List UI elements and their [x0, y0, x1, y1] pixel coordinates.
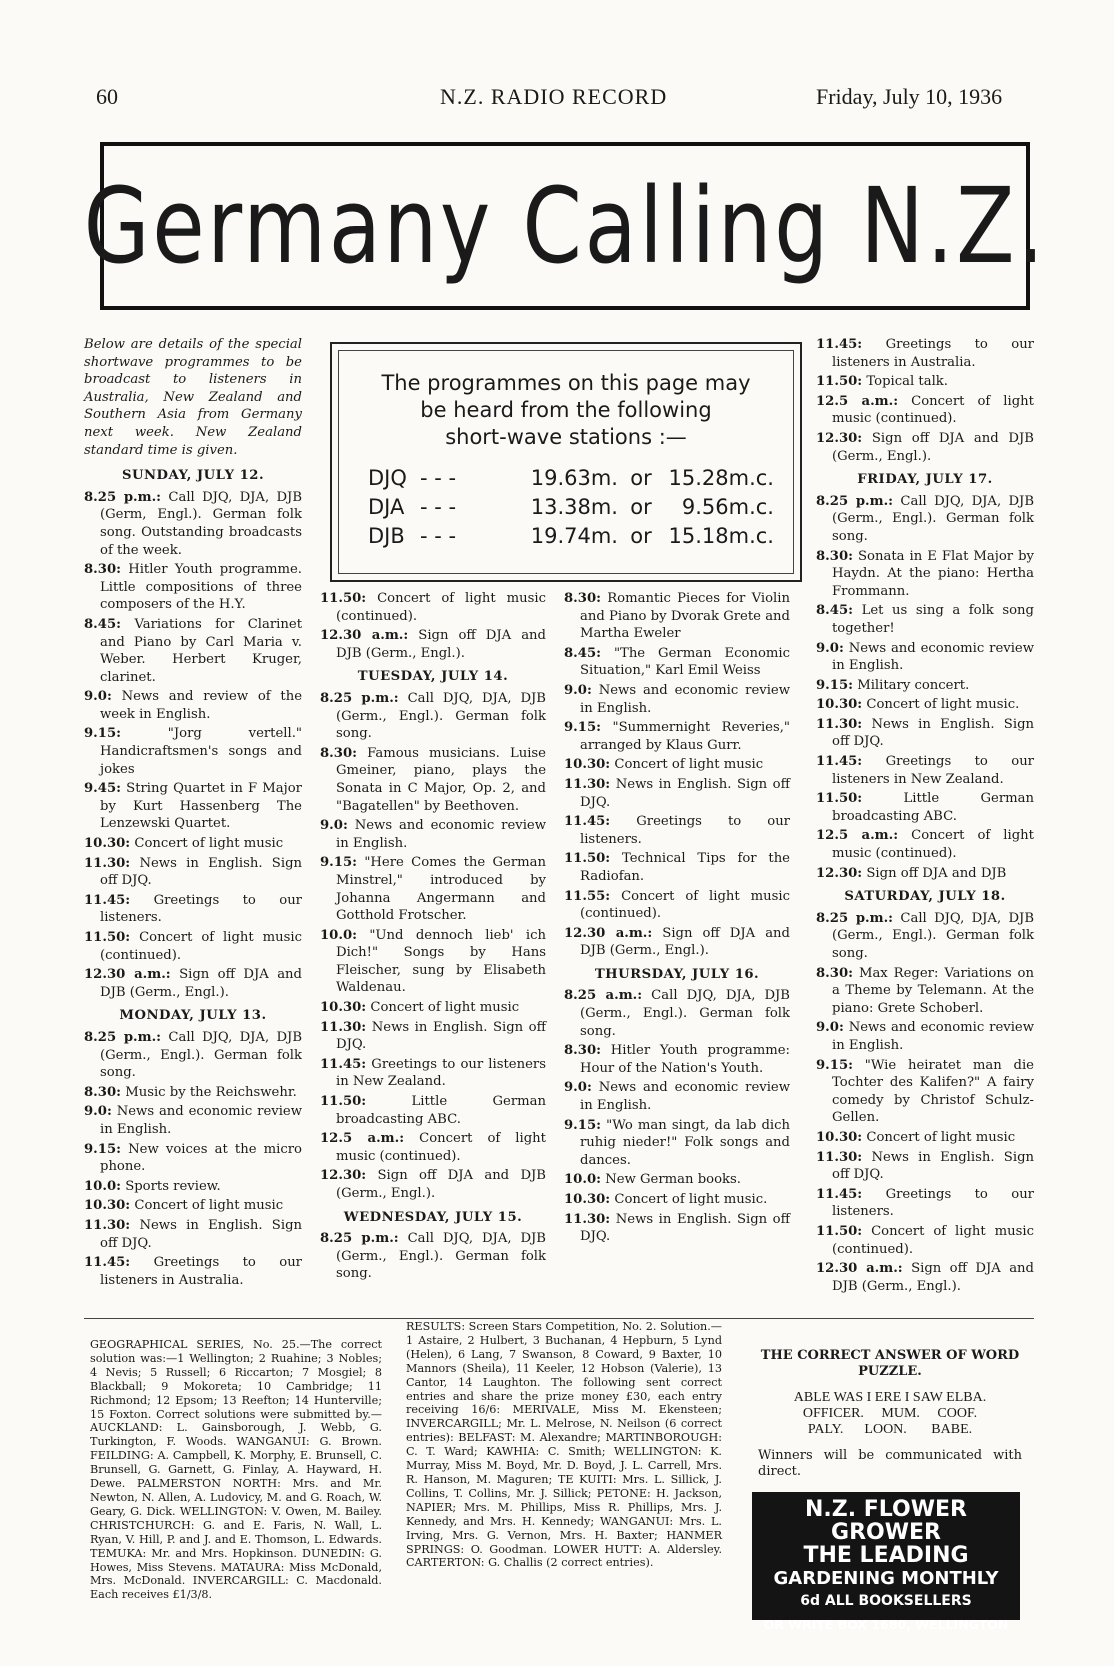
programme-description: String Quartet in F Major by Kurt Hassenberg The Lenzewski Quartet.: [100, 781, 302, 832]
page-title: Germany Calling N.Z.: [83, 165, 1047, 287]
programme-description: Greetings to our listeners in Australia.: [832, 337, 1034, 370]
station-row: [368, 495, 776, 524]
programme-entry: [320, 590, 546, 625]
day-heading: TUESDAY, JULY 14.: [357, 669, 509, 685]
programme-time: 11.30:: [564, 1211, 611, 1227]
programme-entry: [84, 561, 302, 614]
programme-time: 10.0:: [320, 927, 357, 943]
screen-stars-results-text: RESULTS: Screen Stars Competition, No. 2. Solution.—1 Astaire, 2 Hulbert, 3 Buchanan, 4 Hepburn, 5 Lynd (Helen), 6 Lang, 7 Swanson, 8 Coward, 9 Baxter, 10 Mannors (Sheila), 11 Keeler, 12 Hobson (Valerie), 13 Cantor, 14 Laughton. The following sent correct entries and share the prize money £30, each entry receiving 16/6: MERIVALE, Miss M. Ekensteen; INVERCARGILL; Mr. L. Melrose, N. Neilson (6 correct entries): BELFAST: M. Alexandre; MARTINBOROUGH: C. T. Ward; KAWHIA: C. Smith; WELLINGTON: K. Murray, Miss M. Boyd, Mr. D. Boyd, J. L. Carrell, Mrs. R. Hanson, M. Maguren; TE KUITI: Mrs. L. Sillick, J. Collins, T. Collins, Mr. J. Sillick; PETONE: H. Jackson, NAPIER; Mrs. M. Phillips, Miss R. Phillips, Mrs. J. Kennedy, and Mrs. H. Kennedy; WANGANUI: Mrs. L. Irving, Mrs. G. Vernon, Mrs. H. Baxter; HANMER SPRINGS: O. Goodman. LOWER HUTT: A. Aldersley. CARTERTON: G. Challis (2 correct entries).: [406, 1320, 722, 1570]
programme-time: 9.15:: [320, 855, 357, 871]
programme-time: 8.30:: [816, 965, 853, 981]
programme-description: News and review of the week in English.: [100, 689, 302, 722]
programme-description: Little German broadcasting ABC.: [336, 1094, 546, 1127]
station-row: [368, 524, 776, 553]
programme-entry: [564, 925, 790, 960]
programme-time: 9.0:: [816, 1020, 844, 1036]
programme-description: News in English. Sign off DJQ.: [580, 1211, 790, 1245]
programme-entry: [84, 892, 302, 927]
programme-entry: [84, 1029, 302, 1082]
programme-entry: [816, 373, 1034, 391]
programme-entry: [84, 688, 302, 723]
programme-description: Greetings to our listeners.: [100, 892, 302, 926]
programme-time: 11.45:: [84, 892, 131, 908]
stations-intro-line: be heard from the following: [420, 398, 712, 422]
station-or: or: [630, 466, 652, 490]
programme-entry: [564, 1191, 790, 1209]
programme-time: 11.45:: [816, 337, 863, 352]
programme-entry: [816, 602, 1034, 637]
programme-time: 12.30 a.m.:: [816, 1261, 903, 1277]
programme-entry: [816, 677, 1034, 695]
programme-description: News in English. Sign off DJQ.: [336, 1019, 546, 1053]
programme-time: 9.15:: [84, 726, 121, 742]
station-dashes: - - -: [420, 524, 457, 548]
programme-time: 12.5 a.m.:: [816, 393, 899, 409]
programme-time: 8.25 p.m.:: [816, 910, 894, 926]
programme-time: 8.30:: [320, 745, 357, 761]
programme-time: 11.50:: [816, 374, 863, 390]
programme-time: 11.50:: [320, 1094, 367, 1110]
programme-entry: [816, 910, 1034, 963]
programme-description: Sign off DJA and DJB (Germ., Engl.).: [336, 628, 546, 661]
programme-time: 11.45:: [816, 1186, 863, 1202]
programme-entry: [816, 548, 1034, 601]
programme-description: News and economic review in English.: [832, 640, 1035, 674]
programme-time: 9.15:: [816, 1057, 853, 1073]
programme-time: 12.30:: [320, 1168, 367, 1184]
programme-description: Greetings to our listeners.: [832, 1186, 1034, 1220]
programme-entry: [320, 1230, 546, 1283]
programme-description: Concert of light music (continued).: [832, 828, 1034, 862]
programme-description: Concert of light music: [370, 1000, 520, 1016]
advert-line: THE LEADING: [803, 1543, 969, 1568]
station-wavelength: 13.38m.: [530, 495, 618, 519]
programme-description: News and economic review in English.: [100, 1104, 303, 1137]
programme-description: Sonata in E Flat Major by Haydn. At the piano: Hertha Frommann.: [832, 548, 1034, 599]
programme-entry: [320, 999, 546, 1017]
programme-entry: [320, 1130, 546, 1165]
programme-description: Sign off DJA and DJB: [866, 865, 1007, 881]
programme-time: 12.30:: [816, 430, 863, 446]
programme-entry: [320, 690, 546, 743]
programme-description: News and economic review in English.: [580, 682, 791, 716]
programme-time: 11.30:: [84, 855, 131, 871]
programme-entry: [816, 1129, 1034, 1147]
programme-time: 10.30:: [564, 1192, 611, 1207]
schedule-list: [816, 336, 1034, 1295]
programme-entry: [84, 1084, 302, 1102]
programme-time: 12.30:: [816, 865, 863, 881]
programme-description: Concert of light music (continued).: [100, 930, 302, 963]
programme-time: 11.30:: [84, 1217, 131, 1233]
programme-entry: [816, 1057, 1034, 1127]
station-call: DJQ: [368, 466, 407, 490]
programme-entry: [84, 1217, 302, 1252]
programme-description: Call DJQ, DJA, DJB (Germ., Engl.). German folk song.: [336, 1231, 546, 1282]
programme-entry: [564, 888, 790, 923]
programme-description: News and economic review in English.: [336, 818, 547, 851]
station-frequency: 15.28m.c.: [668, 466, 774, 490]
flower-grower-advert: [752, 1492, 1020, 1632]
programme-entry: [816, 430, 1034, 465]
programme-entry: [816, 1186, 1034, 1221]
station-call: DJB: [368, 524, 405, 548]
programme-time: 10.0:: [84, 1178, 121, 1194]
programme-description: Variations for Clarinet and Piano by Carl Maria v. Weber. Herbert Kruger, clarinet.: [100, 616, 302, 685]
column-4: [816, 336, 1034, 1297]
programme-time: 11.50:: [84, 930, 131, 945]
programme-description: Sports review.: [125, 1178, 221, 1194]
programme-entry: [816, 1149, 1034, 1184]
programme-time: 8.25 p.m.:: [84, 489, 162, 505]
programme-time: 10.30:: [84, 1198, 131, 1214]
programme-entry: [84, 1197, 302, 1215]
programme-entry: [84, 780, 302, 833]
day-heading: THURSDAY, JULY 16.: [594, 966, 760, 982]
programme-description: Concert of light music.: [614, 1192, 768, 1207]
programme-time: 9.45:: [84, 781, 121, 797]
programme-description: "Wo man singt, da lab dich ruhig nieder!" Folk songs and dances.: [580, 1117, 790, 1168]
programme-entry: [320, 1019, 546, 1054]
programme-time: 10.30:: [564, 757, 611, 773]
programme-description: Greetings to our listeners in Australia.: [100, 1255, 302, 1288]
programme-description: Call DJQ, DJA, DJB (Germ., Engl.). German folk song.: [832, 493, 1035, 544]
advert-line: GARDENING MONTHLY: [773, 1568, 999, 1589]
programme-entry: [816, 965, 1034, 1018]
programme-description: New German books.: [605, 1172, 741, 1188]
programme-time: 11.55:: [564, 888, 611, 904]
programme-description: Call DJQ, DJA, DJB (Germ., Engl.). German folk song.: [832, 910, 1035, 961]
page-header: [0, 84, 1114, 114]
stations-intro-line: The programmes on this page may: [381, 371, 751, 395]
programme-entry: [816, 1260, 1034, 1295]
programme-time: 8.30:: [564, 591, 601, 606]
station-dashes: - - -: [420, 495, 457, 519]
programme-description: Concert of light music: [134, 836, 284, 852]
word-puzzle-answer: [758, 1348, 1022, 1480]
programme-time: 11.45:: [320, 1056, 367, 1072]
programme-time: 12.5 a.m.:: [816, 828, 899, 844]
title-banner: [83, 142, 1047, 310]
programme-description: Sign off DJA and DJB (Germ., Engl.).: [336, 1168, 546, 1201]
programme-entry: [84, 489, 302, 559]
station-or: or: [630, 524, 652, 548]
programme-entry: [320, 745, 546, 815]
programme-entry: [564, 987, 790, 1040]
programme-time: 8.30:: [84, 1084, 121, 1100]
programme-description: Concert of light music: [614, 757, 764, 773]
programme-description: Little German broadcasting ABC.: [832, 791, 1034, 824]
programme-description: Military concert.: [857, 677, 970, 693]
programme-time: 9.0:: [84, 689, 112, 705]
column-2: [320, 590, 546, 1285]
schedule-list: [84, 467, 302, 1289]
programme-time: 11.30:: [816, 716, 863, 732]
programme-time: 8.25 p.m.:: [816, 493, 894, 509]
programme-entry: [84, 929, 302, 964]
day-heading: WEDNESDAY, JULY 15.: [343, 1209, 523, 1225]
programme-description: Concert of light music (continued).: [832, 393, 1034, 427]
geographical-results-text: GEOGRAPHICAL SERIES, No. 25.—The correct solution was:—1 Wellington; 2 Ruahine; 3 Nobles; 4 Nevis; 5 Russell; 6 Riccarton; 7 Mosgiel; 8 Blackball; 9 Mokoreta; 10 Cambridge; 11 Richmond; 12 Epsom; 13 Reefton; 14 Hunterville; 15 Foxton. Correct solutions were submitted by.—AUCKLAND: L. Gainsborough, J. Webb, G. Turkington, F. Woods. WANGANUI: G. Brown. FEILDING: A. Campbell, K. Morphy, E. Brunsell, C. Brunsell, G. Garnett, G. Finlay, A. Hayward, H. Dewe. PALMERSTON NORTH: Mrs. and Mr. Newton, N. Allen, A. Ludovicy, M. and G. Roach, W. Geary, G. Dick. WELLINGTON: V. Owen, M. Bailey. CHRISTCHURCH: G. and E. Faris, N. Wall, L. Ryan, V. Hill, P. and J. and E. Thomson, L. Edwards. TEMUKA: Mr. and Mrs. Hopkinson. DUNEDIN: G. Howes, Miss Stevens. MATAURA: Miss McDonald, Mrs. McDonald. INVERCARGILL: C. Macdonald. Each receives £1/3/8.: [90, 1338, 382, 1602]
word-puzzle-line: ABLE WAS I ERE I SAW ELBA.: [793, 1390, 987, 1405]
programme-description: Greetings to our listeners in New Zealand.: [832, 754, 1034, 787]
programme-entry: [564, 682, 790, 717]
programme-description: "Und dennoch lieb' ich Dich!" Songs by Hans Fleischer, sung by Elisabeth Waldenau.: [336, 927, 546, 996]
programme-entry: [816, 1019, 1034, 1054]
intro-text: Below are details of the special shortwave programmes to be broadcast to listeners in Australia, New Zealand and Southern Asia from Germany next week. New Zealand standard time is given.: [84, 337, 302, 458]
programme-time: 10.30:: [320, 1000, 367, 1016]
advert-line: N.Z. FLOWER GROWER: [805, 1497, 967, 1545]
programme-time: 11.45:: [84, 1255, 131, 1271]
programme-description: "Summernight Reveries," arranged by Klaus Gurr.: [580, 720, 790, 753]
schedule-list: [564, 590, 790, 1246]
programme-entry: [320, 1167, 546, 1202]
programme-entry: [816, 865, 1034, 883]
programme-description: Technical Tips for the Radiofan.: [580, 851, 790, 884]
programme-entry: [564, 719, 790, 754]
programme-entry: [84, 725, 302, 778]
station-call: DJA: [368, 495, 405, 519]
day-heading: SUNDAY, JULY 12.: [121, 468, 265, 484]
programme-time: 9.0:: [84, 1104, 112, 1120]
programme-description: Sign off DJA and DJB (Germ., Engl.).: [580, 925, 790, 959]
programme-description: Concert of light music: [134, 1198, 284, 1214]
programme-time: 11.30:: [816, 1149, 863, 1165]
programme-description: Concert of light music (continued).: [580, 888, 790, 922]
programme-time: 11.30:: [320, 1019, 367, 1035]
programme-entry: [564, 1211, 790, 1246]
programme-time: 9.0:: [564, 1080, 592, 1096]
programme-description: Call DJQ, DJA, DJB (Germ, Engl.). German folk song. Outstanding broadcasts of the week.: [100, 489, 303, 558]
programme-time: 12.30 a.m.:: [564, 925, 653, 941]
programme-description: News in English. Sign off DJQ.: [100, 855, 302, 889]
word-puzzle-heading: THE CORRECT ANSWER OF WORD PUZZLE.: [760, 1348, 1020, 1379]
programme-time: 8.45:: [564, 645, 601, 661]
programme-entry: [816, 493, 1034, 546]
programme-entry: [564, 776, 790, 811]
programme-entry: [564, 813, 790, 848]
programme-time: 10.30:: [84, 836, 131, 852]
day-heading: MONDAY, JULY 13.: [119, 1008, 267, 1024]
stations-table: [368, 466, 776, 553]
programme-entry: [564, 1117, 790, 1170]
programme-description: New voices at the micro phone.: [100, 1141, 302, 1175]
station-wavelength: 19.63m.: [530, 466, 618, 490]
word-puzzle-note: Winners will be communicated with direct.: [758, 1448, 1022, 1479]
programme-time: 8.30:: [564, 1043, 601, 1059]
word-puzzle-line: OFFICER. MUM. COOF.: [802, 1406, 978, 1421]
programme-description: News in English. Sign off DJQ.: [832, 1149, 1034, 1183]
day-heading: FRIDAY, JULY 17.: [857, 472, 993, 488]
programme-entry: [84, 1141, 302, 1176]
programme-entry: [564, 590, 790, 643]
station-frequency: 15.18m.c.: [668, 524, 774, 548]
footer-divider: [84, 1318, 1034, 1319]
station-dashes: - - -: [420, 466, 457, 490]
schedule-list: [320, 590, 546, 1283]
programme-description: Sign off DJA and DJB (Germ., Engl.).: [100, 967, 302, 1000]
programme-description: "Here Comes the German Minstrel," introduced by Johanna Angermann and Gotthold Frotscher.: [336, 855, 546, 924]
station-or: or: [630, 495, 652, 519]
programme-entry: [816, 640, 1034, 675]
programme-description: Concert of light music (continued).: [336, 591, 546, 624]
programme-entry: [320, 627, 546, 662]
station-frequency: 9.56m.c.: [681, 495, 774, 519]
programme-description: Hitler Youth programme. Little compositions of three composers of the H.Y.: [100, 562, 302, 613]
page-number: 60: [96, 84, 118, 109]
issue-date: Friday, July 10, 1936: [816, 84, 1003, 109]
programme-time: 12.5 a.m.:: [320, 1131, 405, 1147]
programme-time: 10.30:: [816, 697, 863, 713]
programme-description: "Wie heiratet man die Tochter des Kalifen?" A fairy comedy by Christof Schulz-Gellen.: [832, 1057, 1034, 1126]
programme-entry: [84, 1103, 302, 1138]
programme-description: Sign off DJA and DJB (Germ., Engl.).: [832, 1261, 1034, 1294]
programme-time: 9.15:: [84, 1141, 121, 1157]
programme-entry: [320, 1093, 546, 1128]
programme-time: 12.30 a.m.:: [84, 967, 171, 983]
day-heading: SATURDAY, JULY 18.: [844, 889, 1006, 905]
column-3: [564, 590, 790, 1248]
programme-entry: [320, 1056, 546, 1091]
word-puzzle-line: PALY. LOON. BABE.: [807, 1422, 973, 1437]
programme-entry: [816, 827, 1034, 862]
programme-time: 11.50:: [816, 791, 863, 807]
programme-entry: [816, 753, 1034, 788]
programme-time: 10.0:: [564, 1172, 601, 1188]
programme-description: News and economic review in English.: [832, 1020, 1035, 1053]
programme-description: Famous musicians. Luise Gmeiner, piano, plays the Sonata in C Major, Op. 2, and "Bagatellen" by Beethoven.: [336, 745, 546, 814]
stations-intro-line: short-wave stations :—: [445, 425, 687, 449]
advert-line: OR WRITE BOX 1680, WELLINGTON: [763, 1617, 1009, 1632]
programme-time: 9.15:: [816, 677, 853, 693]
programme-description: Concert of light music.: [866, 697, 1020, 713]
programme-entry: [320, 927, 546, 997]
programme-entry: [84, 1254, 302, 1289]
programme-entry: [320, 817, 546, 852]
geographical-results: [90, 1338, 382, 1602]
programme-entry: [564, 645, 790, 680]
programme-description: Topical talk.: [866, 374, 948, 390]
programme-entry: [816, 790, 1034, 825]
programme-entry: [84, 855, 302, 890]
programme-entry: [564, 1042, 790, 1077]
programme-entry: [84, 616, 302, 686]
programme-time: 8.45:: [84, 616, 121, 632]
programme-time: 8.25 p.m.:: [320, 690, 399, 706]
programme-description: Concert of light music (continued).: [336, 1131, 546, 1164]
programme-entry: [564, 850, 790, 885]
advert-line: 6d ALL BOOKSELLERS: [800, 1593, 972, 1609]
programme-entry: [816, 1223, 1034, 1258]
programme-time: 11.50:: [816, 1223, 863, 1239]
programme-description: Sign off DJA and DJB (Germ., Engl.).: [832, 430, 1034, 464]
programme-time: 8.30:: [84, 562, 121, 578]
programme-description: Greetings to our listeners in New Zealand.: [336, 1056, 546, 1090]
programme-time: 11.50:: [564, 851, 611, 867]
programme-time: 9.0:: [816, 640, 844, 656]
programme-description: Hitler Youth programme: Hour of the Nation's Youth.: [580, 1043, 790, 1076]
screen-stars-results: [406, 1320, 722, 1570]
programme-time: 8.45:: [816, 603, 853, 619]
station-row: [368, 466, 776, 495]
programme-entry: [320, 854, 546, 924]
masthead: N.Z. RADIO RECORD: [440, 84, 668, 109]
programme-time: 11.45:: [816, 754, 863, 770]
programme-description: News in English. Sign off DJQ.: [832, 716, 1034, 750]
programme-entry: [84, 966, 302, 1001]
programme-time: 8.30:: [816, 548, 853, 564]
stations-box: [330, 342, 802, 582]
programme-entry: [816, 696, 1034, 714]
programme-description: Romantic Pieces for Violin and Piano by Dvorak Grete and Martha Eweler: [580, 591, 790, 642]
programme-description: Music by the Reichswehr.: [125, 1084, 297, 1100]
programme-entry: [564, 756, 790, 774]
programme-description: Max Reger: Variations on a Theme by Telemann. At the piano: Grete Schoberl.: [832, 965, 1034, 1016]
programme-time: 8.25 p.m.:: [84, 1029, 162, 1045]
programme-time: 9.0:: [564, 682, 592, 698]
programme-description: News in English. Sign off DJQ.: [580, 776, 790, 810]
programme-description: "Jorg vertell." Handicraftsmen's songs and jokes: [100, 726, 302, 777]
programme-description: Concert of light music: [866, 1129, 1016, 1145]
programme-time: 12.30 a.m.:: [320, 628, 409, 644]
programme-description: Call DJQ, DJA, DJB (Germ., Engl.). German folk song.: [580, 988, 790, 1039]
programme-description: Greetings to our listeners.: [580, 814, 790, 847]
programme-time: 9.0:: [320, 818, 348, 834]
programme-time: 10.30:: [816, 1129, 863, 1145]
programme-entry: [84, 835, 302, 853]
programme-entry: [816, 393, 1034, 428]
programme-time: 11.50:: [320, 591, 367, 606]
programme-time: 9.15:: [564, 720, 601, 736]
station-wavelength: 19.74m.: [530, 524, 618, 548]
programme-entry: [816, 336, 1034, 371]
programme-time: 8.25 p.m.:: [320, 1231, 399, 1247]
programme-description: Concert of light music (continued).: [832, 1223, 1034, 1257]
programme-entry: [564, 1079, 790, 1114]
programme-entry: [84, 1178, 302, 1196]
column-1: [84, 336, 302, 1291]
programme-entry: [564, 1171, 790, 1189]
programme-description: Call DJQ, DJA, DJB (Germ., Engl.). German folk song.: [100, 1029, 303, 1081]
programme-description: News in English. Sign off DJQ.: [100, 1217, 302, 1251]
programme-time: 11.30:: [564, 776, 611, 792]
stations-intro: [332, 370, 800, 451]
programme-entry: [816, 716, 1034, 751]
programme-description: Let us sing a folk song together!: [832, 603, 1034, 636]
programme-time: 8.25 a.m.:: [564, 988, 643, 1004]
programme-time: 11.45:: [564, 814, 611, 830]
programme-description: News and economic review in English.: [580, 1080, 791, 1114]
programme-description: "The German Economic Situation," Karl Emil Weiss: [580, 645, 790, 679]
programme-time: 9.15:: [564, 1117, 601, 1133]
programme-description: Call DJQ, DJA, DJB (Germ., Engl.). German folk song.: [336, 690, 546, 742]
